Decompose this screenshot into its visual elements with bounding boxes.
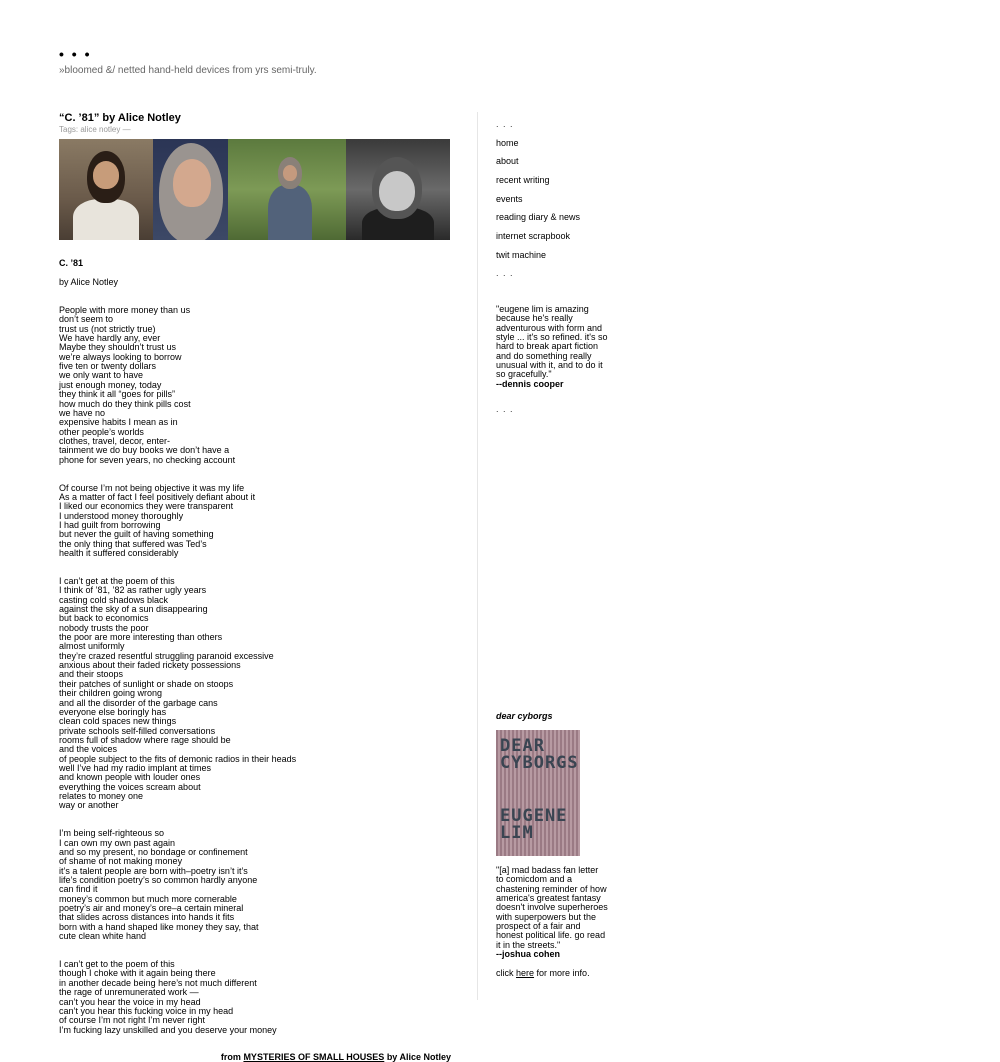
nav-about[interactable]: about <box>496 156 519 167</box>
book-promo <box>496 710 608 978</box>
nav-internet-scrapbook[interactable]: internet scrapbook <box>496 231 571 242</box>
promo-quote-attribution: --joshua cohen <box>496 949 561 960</box>
sidebar-quote <box>496 305 608 389</box>
tags-suffix: — <box>122 125 131 134</box>
photo-man-portrait <box>59 139 153 240</box>
quote-attribution: --dennis cooper <box>496 378 564 389</box>
photo-woman-portrait-1 <box>153 139 228 240</box>
promo-quote-text: "[a] mad badass fan letter to comicdom and a chastening reminder of how america's greatest fantasy doesn't involve superheroes with superpowers but the prospect of a fair and honest political life. go read it in the streets." <box>496 865 608 950</box>
promo-title: dear cyborgs <box>496 711 553 721</box>
post-tags <box>59 125 451 135</box>
photo-woman-outdoors <box>228 139 346 240</box>
sidebar-dots-bottom: . . . <box>496 403 514 414</box>
sidebar <box>496 118 608 415</box>
source-book-link[interactable]: MYSTERIES OF SMALL HOUSES <box>243 1052 385 1062</box>
photo-woman-portrait-bw <box>346 139 450 240</box>
poem-stanza: I can’t get to the poem of this though I choke with it again being there in another decade being here’s not much different the rage of unremunerated work — can’t you hear the voice in my head can’t you hear this fucking voice in my head of course I’m not right I’m never right I’m fucking lazy unskilled and you deserve your money <box>59 959 277 1035</box>
poem-stanza: I’m being self-righteous so I can own my own past again and so my present, no bondage or confinement of shame of not making money it’s a talent people are born with–poetry isn’t it’s life’s condition poetry’s so common hardly anyone can find it money’s common but much more cornerable poetry’s air and money’s ore–a certain mineral that slides across distances into hands it fits born with a hand shaped like money they say, that cute clean white hand <box>59 828 259 942</box>
tags-prefix: Tags: <box>59 125 79 134</box>
cover-author: EUGENE LIM <box>500 806 568 843</box>
poem-byline: by Alice Notley <box>59 277 119 288</box>
more-info-link[interactable]: here <box>516 968 535 979</box>
tag-link-alice-notley[interactable]: alice notley <box>80 125 121 134</box>
nav-home[interactable]: home <box>496 137 519 148</box>
nav-reading-diary[interactable]: reading diary & news <box>496 212 581 223</box>
promo-quote <box>496 866 608 959</box>
source-suffix: by Alice Notley <box>386 1052 451 1062</box>
author-photo-strip <box>59 139 450 240</box>
column-divider <box>477 112 478 1000</box>
book-cover-image[interactable] <box>496 730 580 856</box>
sidebar-nav <box>496 137 608 261</box>
poem-stanza: Of course I’m not being objective it was my life As a matter of fact I feel positively defiant about it I liked our economics they were transparent I understood money thoroughly I had guilt from borrowing but never the guilt of having something the only thing that suffered was Ted’s health it suffered considerably <box>59 482 256 558</box>
post <box>59 112 451 1062</box>
site-tagline: »bloomed &/ netted hand-held devices from yrs semi-truly. <box>59 65 317 76</box>
poem-source <box>59 1052 451 1062</box>
poem-text <box>59 250 451 1044</box>
nav-recent-writing[interactable]: recent writing <box>496 175 550 186</box>
more-info-suffix: for more info. <box>536 968 590 979</box>
nav-twit-machine[interactable]: twit machine <box>496 249 547 260</box>
more-info <box>496 968 608 978</box>
quote-text: "eugene lim is amazing because he's really adventurous with form and style ... it's so refined. it's so hard to break apart fiction and do something really unusual with it, and to do it so gracefully." <box>496 303 608 380</box>
source-prefix: from <box>220 1052 241 1062</box>
more-info-prefix: click <box>496 968 514 979</box>
sidebar-dots-mid: . . . <box>496 267 514 278</box>
sidebar-dots-top: . . . <box>496 119 514 129</box>
cover-title: DEAR CYBORGS <box>500 736 579 773</box>
nav-events[interactable]: events <box>496 193 523 204</box>
site-title[interactable]: • • • <box>59 46 92 62</box>
poem-stanza: People with more money than us don’t seem to trust us (not strictly true) We have hardly any, ever Maybe they shouldn’t trust us we’re always looking to borrow five ten or twenty dollars we only want to have just enough money, today they think it all “goes for pills” how much do they think pills cost we have no expensive habits I mean as in other people’s worlds clothes, travel, decor, enter- tainment we do buy books we don’t have a phone for seven years, no checking account <box>59 305 236 465</box>
poem-stanza: I can’t get at the poem of this I think of ’81, ’82 as rather ugly years casting cold shadows black against the sky of a sun disappearing but back to economics nobody trusts the poor the poor are more interesting than others almost uniformly they’re crazed resentful struggling paranoid excessive anxious about their faded rickety possessions and their stoops their patches of sunlight or shade on stoops their children going wrong and all the disorder of the garbage cans everyone else boringly has clean cold spaces new things private schools self-filled conversations rooms full of shadow where rage should be and the voices of people subject to the fits of demonic radios in their heads well I’ve had my radio implant at times and known people with louder ones everything the voices scream about relates to money one way or another <box>59 576 297 811</box>
post-title[interactable]: “C. ’81” by Alice Notley <box>59 112 181 124</box>
site-header <box>59 44 317 76</box>
poem-title: C. ’81 <box>59 258 84 269</box>
